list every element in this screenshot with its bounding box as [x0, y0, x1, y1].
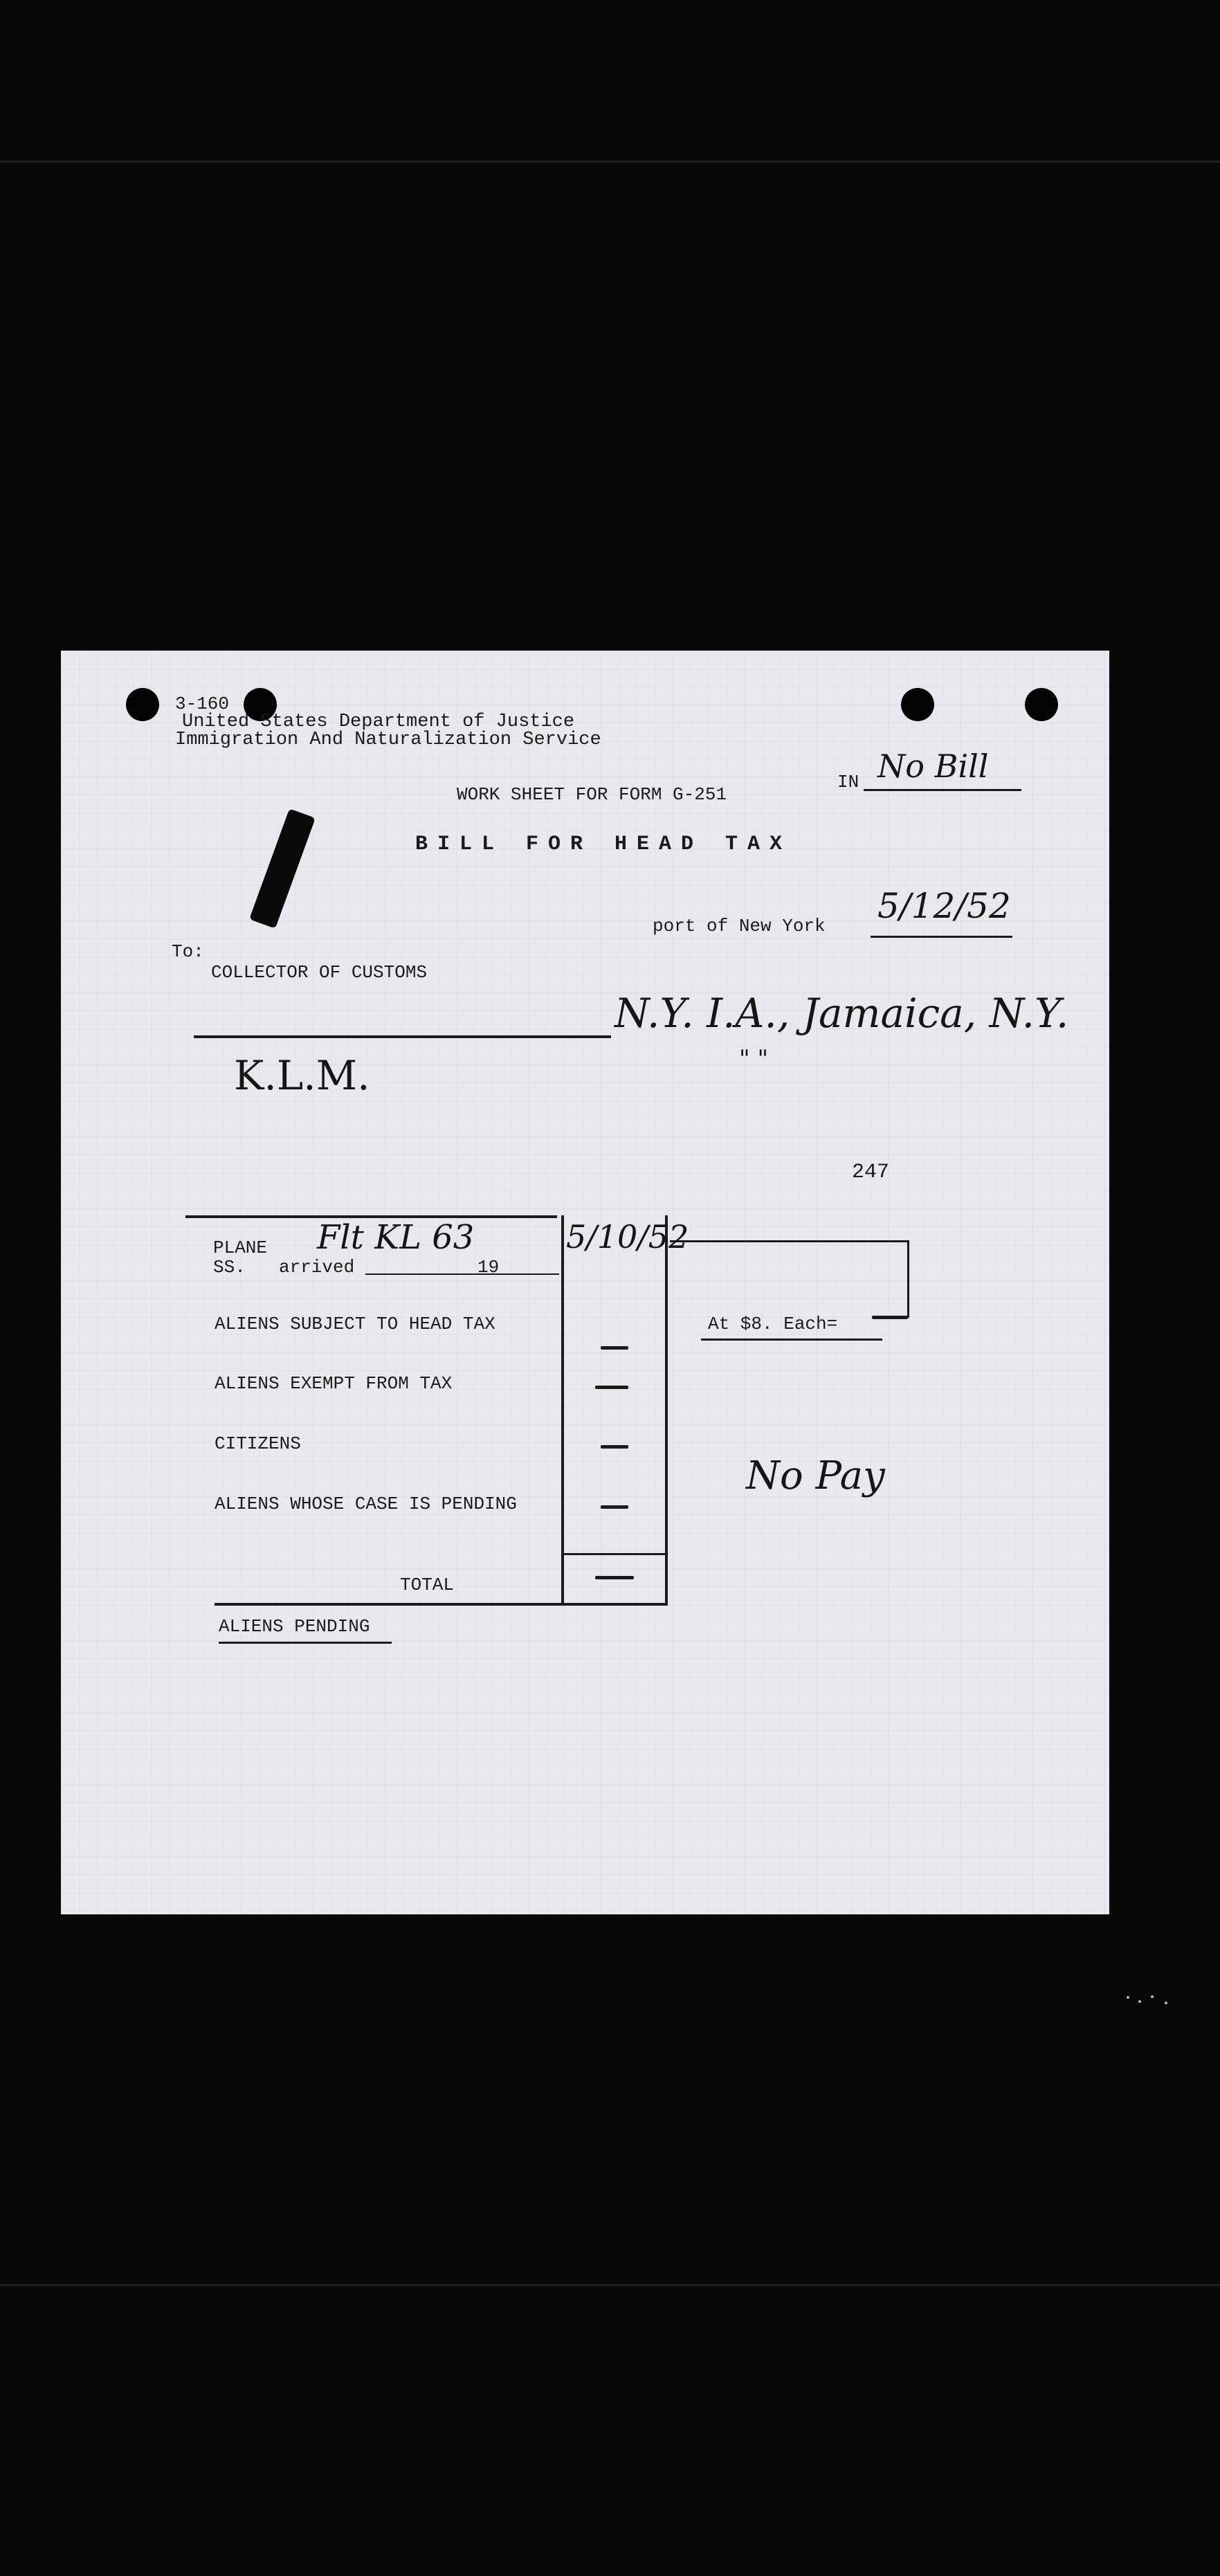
to-label: To: [172, 941, 204, 962]
punch-hole [1025, 688, 1058, 721]
punch-hole [901, 688, 934, 721]
note-handwritten: No Pay [746, 1453, 885, 1498]
in-underline [864, 789, 1021, 791]
pending-underline [219, 1642, 392, 1644]
total-label: TOTAL [400, 1575, 455, 1595]
location-handwritten: N.Y. I.A., Jamaica, N.Y. [614, 990, 1069, 1037]
ss-label: SS. [213, 1257, 246, 1278]
total-box-top [561, 1553, 668, 1555]
arrived-label: arrived [279, 1257, 355, 1278]
agency-line-2: Immigration And Naturalization Service [175, 729, 601, 750]
carrier-handwritten: K.L.M. [234, 1052, 370, 1099]
worksheet-title: WORK SHEET FOR FORM G-251 [457, 784, 727, 805]
stamp-number: 247 [852, 1161, 890, 1184]
address-underline [194, 1035, 611, 1038]
bill-title: BILL FOR HEAD TAX [415, 833, 792, 856]
collector-label: COLLECTOR OF CUSTOMS [211, 962, 428, 983]
date-handwritten: 5/12/52 [877, 886, 1011, 926]
pending-label: ALIENS PENDING [219, 1616, 370, 1637]
document-page [61, 651, 1109, 1914]
total-value [595, 1576, 634, 1579]
row-label-exempt: ALIENS EXEMPT FROM TAX [215, 1373, 453, 1394]
agency-line-1: United States Department of Justice [182, 711, 575, 732]
table-bottom-rule [215, 1603, 668, 1606]
row-label-pending: ALIENS WHOSE CASE IS PENDING [215, 1494, 517, 1514]
row-label-subject: ALIENS SUBJECT TO HEAD TAX [215, 1314, 495, 1334]
rate-box-right [907, 1240, 909, 1318]
rate-underline [701, 1339, 882, 1341]
date-underline [871, 936, 1012, 938]
in-value-handwritten: No Bill [877, 747, 989, 785]
scan-noise [1123, 1993, 1178, 2014]
row-value-exempt [595, 1386, 628, 1389]
row-label-citizens: CITIZENS [215, 1433, 301, 1454]
redaction-mark [249, 808, 316, 928]
row-value-subject [601, 1346, 628, 1350]
row-value-citizens [601, 1445, 628, 1449]
arrival-date-handwritten: 5/10/52 [566, 1218, 689, 1255]
row-value-pending [601, 1505, 628, 1509]
rate-value [872, 1316, 908, 1319]
year-prefix: 19 [477, 1257, 500, 1278]
rate-label: At $8. Each= [708, 1314, 838, 1334]
ditto-marks: " " [739, 1045, 769, 1073]
column-divider-right [665, 1215, 668, 1603]
flight-handwritten: Flt KL 63 [317, 1218, 475, 1257]
punch-hole [126, 688, 159, 721]
in-label: IN [837, 772, 859, 792]
column-divider-left [561, 1215, 564, 1603]
rate-box-top [670, 1240, 909, 1242]
arrived-underline [365, 1273, 559, 1275]
port-label: port of New York [653, 916, 826, 936]
form-number: 3-160 [175, 693, 230, 714]
plane-label: PLANE [213, 1237, 268, 1258]
